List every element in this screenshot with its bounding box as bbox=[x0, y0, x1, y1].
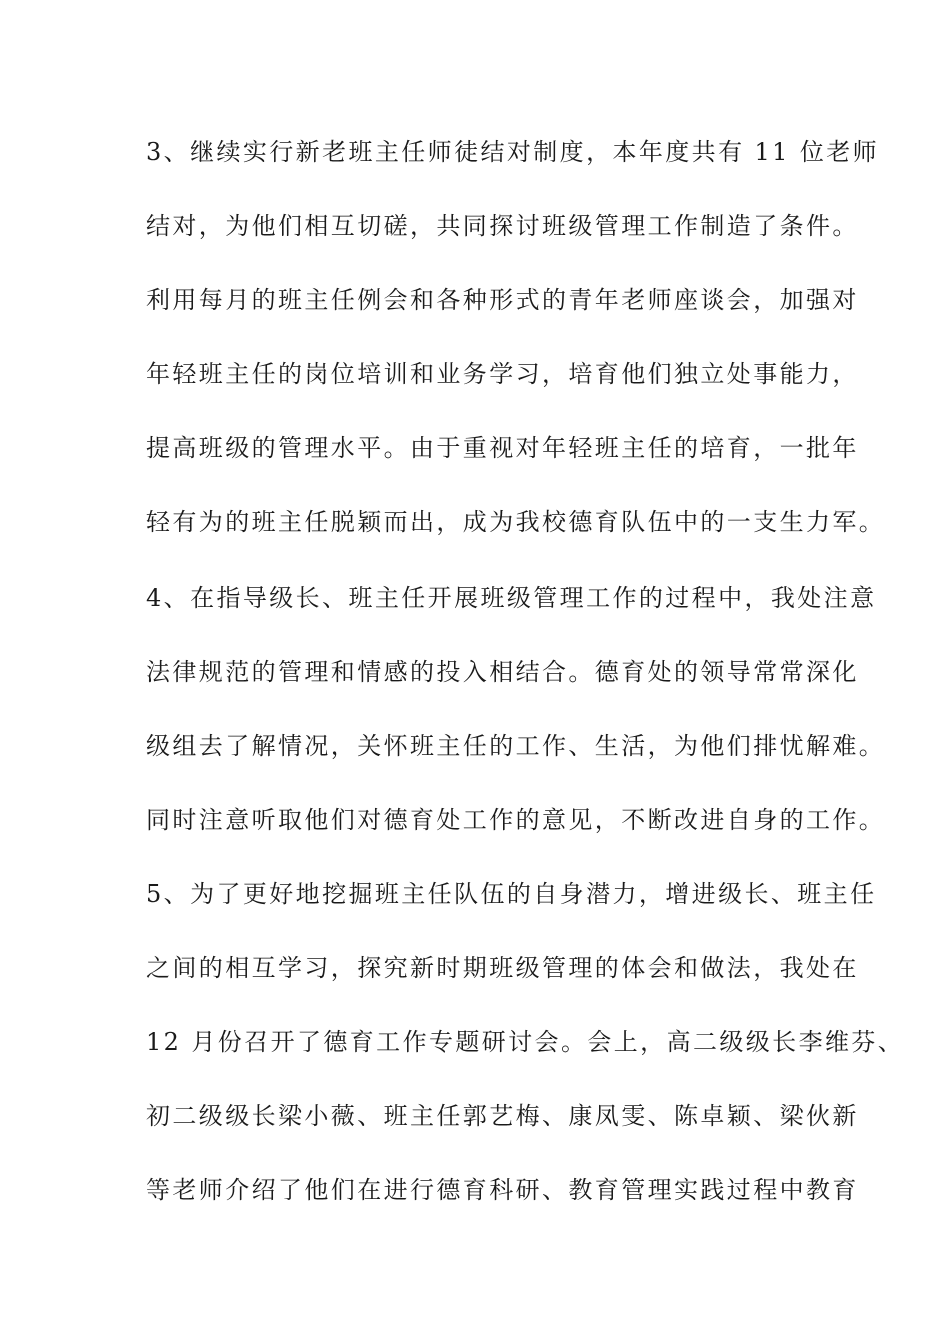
paragraph-line: 提高班级的管理水平。由于重视对年轻班主任的培育，一批年 bbox=[146, 434, 859, 462]
paragraph-line: 年轻班主任的岗位培训和业务学习，培育他们独立处事能力， bbox=[146, 360, 859, 388]
paragraph-line: 初二级级长梁小薇、班主任郭艺梅、康凤雯、陈卓颖、梁伙新 bbox=[146, 1102, 859, 1130]
paragraph-line: 法律规范的管理和情感的投入相结合。德育处的领导常常深化 bbox=[146, 658, 859, 686]
paragraph-line: 12 月份召开了德育工作专题研讨会。会上，高二级级长李维芬、 bbox=[146, 1028, 905, 1056]
paragraph-line: 结对，为他们相互切磋，共同探讨班级管理工作制造了条件。 bbox=[146, 212, 859, 240]
paragraph-line: 利用每月的班主任例会和各种形式的青年老师座谈会，加强对 bbox=[146, 286, 859, 314]
paragraph-line: 4、在指导级长、班主任开展班级管理工作的过程中，我处注意 bbox=[146, 584, 877, 612]
paragraph-line: 3、继续实行新老班主任师徒结对制度，本年度共有 11 位老师 bbox=[146, 138, 880, 166]
paragraph-line: 等老师介绍了他们在进行德育科研、教育管理实践过程中教育 bbox=[146, 1176, 859, 1204]
paragraph-line: 同时注意听取他们对德育处工作的意见，不断改进自身的工作。 bbox=[146, 806, 886, 834]
paragraph-line: 之间的相互学习，探究新时期班级管理的体会和做法，我处在 bbox=[146, 954, 859, 982]
paragraph-line: 轻有为的班主任脱颖而出，成为我校德育队伍中的一支生力军。 bbox=[146, 508, 886, 536]
paragraph-line: 5、为了更好地挖掘班主任队伍的自身潜力，增进级长、班主任 bbox=[146, 880, 877, 908]
paragraph-line: 级组去了解情况，关怀班主任的工作、生活，为他们排忧解难。 bbox=[146, 732, 886, 760]
